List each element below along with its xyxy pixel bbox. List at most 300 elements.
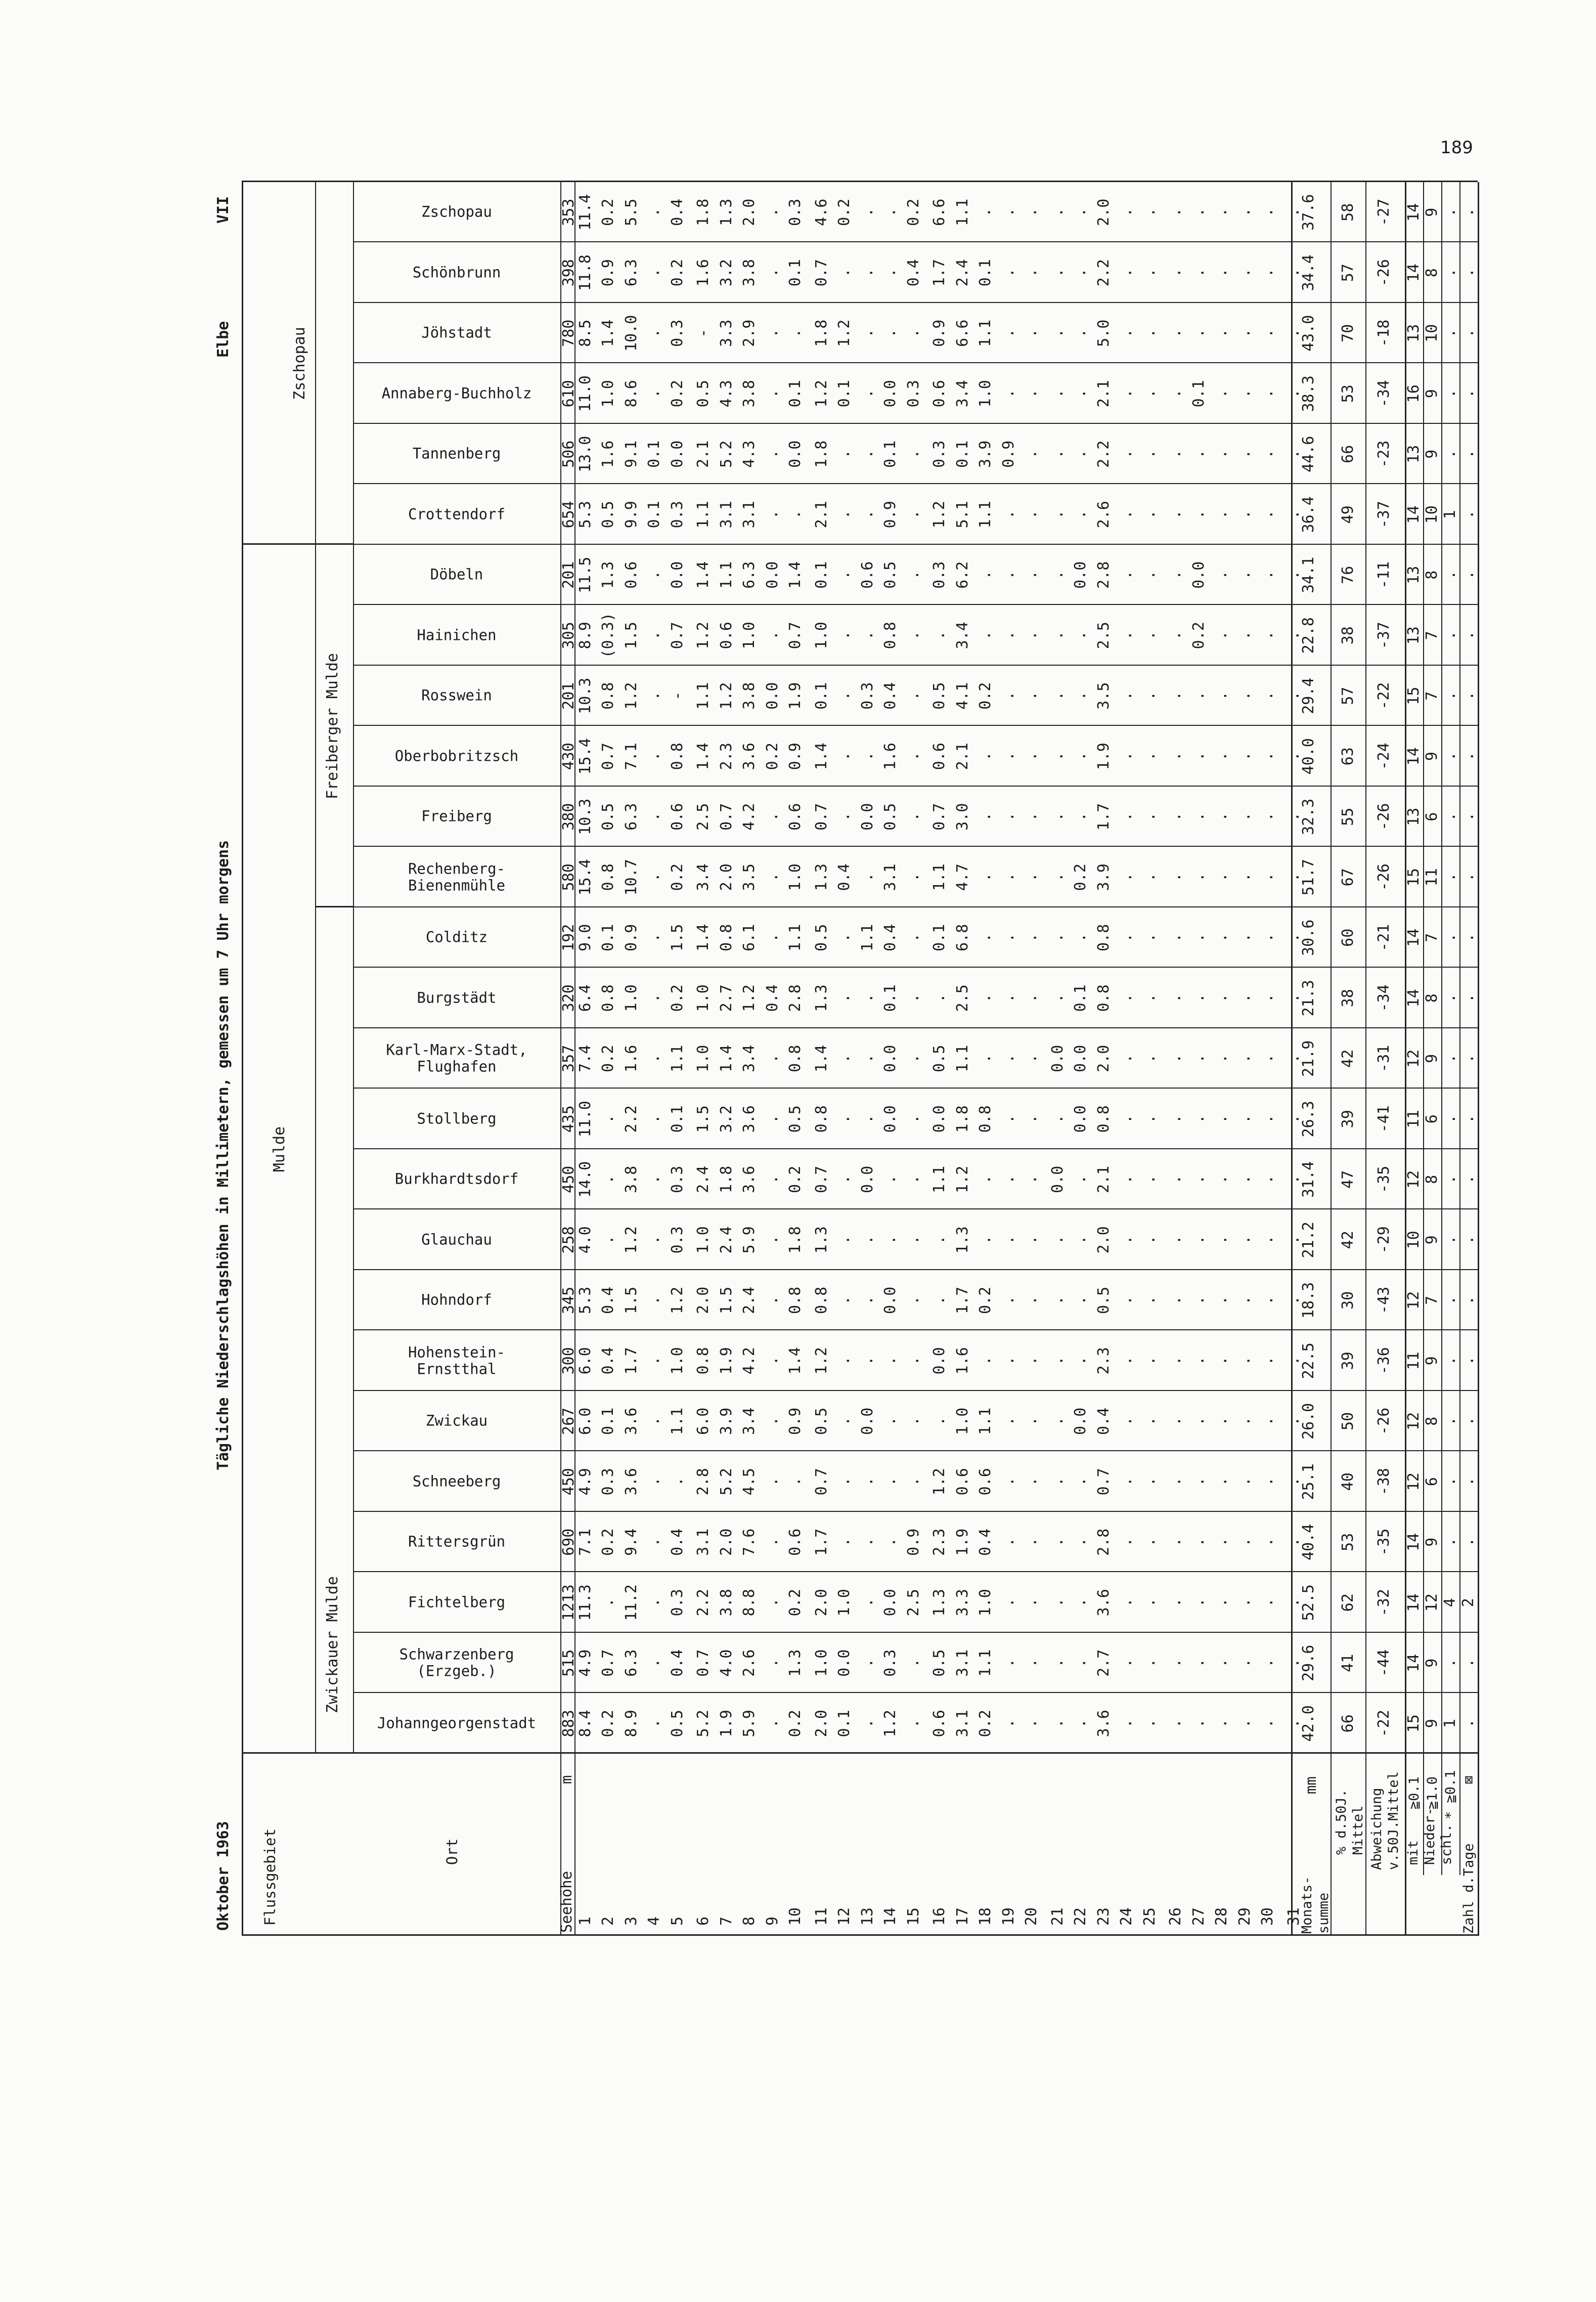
daily-value: 0.3 [858,682,876,710]
daily-value: 1.3 [812,1226,830,1254]
day-number: 11 [812,1907,830,1926]
daily-value: . [999,1477,1017,1487]
daily-value: 0.5 [1094,1286,1113,1314]
daily-value: 0.2 [599,1528,617,1556]
deviation-from-mean: -26 [1375,863,1393,891]
day-number: 15 [904,1907,922,1926]
daily-value: . [1023,1719,1041,1728]
daily-value: 2.0 [812,1589,830,1617]
daily-value: 0.5 [694,380,713,408]
daily-value: 2.1 [1094,380,1113,408]
daily-value: . [835,933,854,942]
daily-value: . [1189,1175,1208,1184]
daily-value: . [1023,328,1041,338]
daily-value: 1.5 [694,1105,713,1133]
daily-value: . [858,1356,876,1366]
daily-value: . [1140,510,1159,519]
daily-value: . [1072,207,1090,217]
station-name: Freiberg [421,808,492,826]
daily-value: . [786,328,805,338]
station-name: Döbeln [430,566,483,584]
daily-value: . [599,1598,617,1608]
daily-value: . [1189,1477,1208,1487]
group-mulde: Mulde [271,1126,288,1172]
daily-value: 2.5 [953,984,971,1012]
days-ge-0-1: 11 [1405,1352,1423,1370]
daily-value: 0.8 [881,622,900,649]
days-ge-1-0: 7 [1423,1295,1441,1305]
days-hail: . [1459,933,1477,942]
daily-value: 10.3 [577,677,594,714]
daily-value: 0.7 [717,803,735,831]
percent-of-mean: 55 [1339,807,1357,826]
daily-value: . [1213,449,1231,459]
daily-value: 7.1 [577,1528,594,1556]
daily-value: 1.9 [717,1347,735,1375]
daily-value: 0.4 [599,1347,617,1375]
day-number: 14 [881,1907,900,1926]
daily-value: . [1048,631,1067,640]
daily-value: 1.1 [930,1165,949,1193]
daily-value: . [881,1175,900,1184]
deviation-from-mean: -43 [1375,1286,1393,1314]
station-altitude: 430 [560,743,578,770]
daily-value: 3.5 [740,863,759,891]
daily-value: 1.2 [622,1226,640,1254]
daily-value: . [1235,1598,1254,1608]
days-snow: . [1441,1175,1459,1184]
daily-value: . [1284,631,1303,640]
daily-value: . [1048,1114,1067,1124]
station-name: Burgstädt [417,989,497,1007]
daily-value: 5.9 [740,1226,759,1254]
daily-value: . [977,752,995,761]
daily-value: 5.3 [577,1286,594,1314]
daily-value: . [1213,1235,1231,1245]
label-ge-0-1: ≧0.1 [1406,1776,1422,1809]
daily-value: . [1072,268,1090,278]
daily-value: 3.1 [694,1528,713,1556]
daily-value: 0.4 [904,259,922,287]
daily-value: 1.3 [717,198,735,226]
daily-value: . [858,1537,876,1547]
daily-value: 3.6 [622,1468,640,1496]
daily-value: 0.7 [668,622,686,649]
daily-value: . [1048,812,1067,821]
daily-value: . [999,389,1017,399]
daily-value: 6.3 [622,1649,640,1677]
day-number: 9 [763,1916,781,1926]
monthly-sum: 26.3 [1300,1101,1317,1138]
daily-value: . [835,1477,854,1487]
daily-value: . [881,1356,900,1366]
daily-value: . [904,449,922,459]
daily-value: . [904,1477,922,1487]
daily-value: 0.6 [668,803,686,831]
station-name: Zwickau [425,1412,488,1430]
label-ort: Ort [444,1838,461,1865]
daily-value: . [1259,1477,1277,1487]
daily-value: . [1167,933,1185,942]
daily-value: . [1189,812,1208,821]
daily-value: 1.9 [1094,743,1113,770]
daily-value: 2.8 [786,984,805,1012]
daily-value: . [904,1719,922,1728]
daily-value: . [858,268,876,278]
daily-value: . [1048,207,1067,217]
day-number: 4 [645,1916,663,1926]
station-altitude: 320 [560,984,578,1012]
monthly-sum: 44.6 [1300,436,1317,472]
daily-value: . [904,1416,922,1426]
daily-value: . [999,1114,1017,1124]
monthly-sum: 52.5 [1300,1584,1317,1621]
daily-value: . [930,1295,949,1305]
daily-value: . [1259,570,1277,580]
daily-value: . [763,1114,781,1124]
daily-value: . [1140,1658,1159,1668]
daily-value: 0.2 [1189,622,1208,649]
daily-value: . [858,1054,876,1063]
daily-value: . [1140,812,1159,821]
deviation-from-mean: -35 [1375,1528,1393,1556]
daily-value: 8.9 [622,1710,640,1738]
daily-value: . [1048,933,1067,942]
daily-value: . [1213,1356,1231,1366]
days-ge-0-1: 13 [1405,566,1423,584]
daily-value: 1.1 [694,501,713,529]
daily-value: 3.1 [953,1710,971,1738]
grid-line-h [1478,182,1479,1936]
daily-value: . [858,1477,876,1487]
deviation-from-mean: -23 [1375,440,1393,468]
daily-value: 11.8 [577,254,594,291]
daily-value: 2.0 [812,1710,830,1738]
daily-value: . [1213,510,1231,519]
daily-value: 4.0 [577,1226,594,1254]
daily-value: . [1189,1114,1208,1124]
daily-value: . [1235,207,1254,217]
daily-value: . [1259,993,1277,1003]
daily-value: . [1048,873,1067,882]
daily-value: 1.0 [812,1649,830,1677]
daily-value: . [1189,1658,1208,1668]
days-ge-1-0: 12 [1423,1593,1441,1612]
daily-value: 3.5 [1094,682,1113,710]
monthly-sum: 36.4 [1300,496,1317,533]
days-hail: . [1459,449,1477,459]
station-name: Tannenberg [412,445,501,463]
daily-value: . [1118,873,1136,882]
days-ge-1-0: 9 [1423,1054,1441,1063]
daily-value: . [977,631,995,640]
day-number: 16 [930,1907,949,1926]
daily-value: 1.9 [786,682,805,710]
daily-value: 0.2 [668,380,686,408]
monthly-sum: 31.4 [1300,1161,1317,1198]
station-altitude: 690 [560,1528,578,1556]
daily-value: . [1284,691,1303,701]
days-snow: 4 [1441,1598,1459,1608]
daily-value: . [763,1537,781,1547]
days-snow: 1 [1441,510,1459,519]
daily-value: 3.2 [717,1105,735,1133]
days-ge-0-1: 14 [1405,1654,1423,1672]
percent-of-mean: 49 [1339,505,1357,524]
daily-value: 3.3 [717,319,735,347]
grid-line-h [353,182,354,1754]
daily-value: . [1048,1537,1067,1547]
daily-value: 2.4 [953,259,971,287]
daily-value: . [1213,1598,1231,1608]
daily-value: . [1118,1537,1136,1547]
daily-value: 0.8 [812,1286,830,1314]
monthly-sum: 42.0 [1300,1705,1317,1742]
daily-value: . [999,691,1017,701]
daily-value: 0.6 [930,743,949,770]
daily-value: . [1189,873,1208,882]
daily-value: . [1118,1114,1136,1124]
daily-value: 0.1 [599,924,617,951]
daily-value: . [1284,1175,1303,1184]
days-snow: . [1441,328,1459,338]
daily-value: . [1072,1719,1090,1728]
daily-value: . [1023,1114,1041,1124]
daily-value: . [1235,993,1254,1003]
station-name: Burkhardtsdorf [394,1170,519,1188]
daily-value: . [1213,1477,1231,1487]
daily-value: . [1235,570,1254,580]
daily-value: . [1118,1175,1136,1184]
daily-value: 2.4 [694,1165,713,1193]
daily-value: 1.4 [694,561,713,589]
grid-line-h [1441,182,1442,1875]
daily-value: . [1213,631,1231,640]
daily-value: 1.0 [953,1407,971,1435]
daily-value: 0.5 [599,501,617,529]
daily-value: . [1259,1356,1277,1366]
percent-of-mean: 40 [1339,1472,1357,1491]
daily-value: 0.8 [599,863,617,891]
daily-value: . [1167,1175,1185,1184]
daily-value: 0.0 [1072,1407,1090,1435]
daily-value: 3.0 [953,803,971,831]
daily-value: 1.4 [694,924,713,951]
daily-value: 0.1 [786,380,805,408]
daily-value: 7.6 [740,1528,759,1556]
daily-value: . [1167,631,1185,640]
daily-value: 0.7 [812,259,830,287]
day-number: 22 [1072,1907,1090,1926]
deviation-from-mean: -44 [1375,1649,1393,1677]
daily-value: . [904,510,922,519]
daily-value: 0.6 [953,1468,971,1496]
daily-value: . [645,1114,663,1124]
daily-value: . [835,510,854,519]
days-ge-1-0: 9 [1423,752,1441,761]
daily-value: 2.2 [1094,259,1113,287]
daily-value: . [930,1235,949,1245]
daily-value: . [1259,1598,1277,1608]
daily-value: 10.3 [577,798,594,835]
day-number: 17 [953,1907,971,1926]
daily-value: . [999,510,1017,519]
daily-value: 0.2 [786,1589,805,1617]
daily-value: 6.0 [577,1407,594,1435]
deviation-from-mean: -31 [1375,1045,1393,1072]
daily-value: . [1189,328,1208,338]
daily-value: 1.4 [599,319,617,347]
daily-value: . [1023,1658,1041,1668]
daily-value: . [1023,1537,1041,1547]
daily-value: . [1284,933,1303,942]
daily-value: . [1259,1658,1277,1668]
daily-value: 2.2 [694,1589,713,1617]
percent-of-mean: 66 [1339,445,1357,463]
daily-value: 5.1 [953,501,971,529]
daily-value: . [1118,993,1136,1003]
monthly-sum: 22.5 [1300,1342,1317,1379]
label-ge-1-0: ≧1.0 [1425,1776,1440,1809]
daily-value: 3.9 [717,1407,735,1435]
daily-value: . [1189,1598,1208,1608]
daily-value: 10.7 [622,859,640,896]
daily-value: . [881,1235,900,1245]
monthly-sum: 18.3 [1300,1282,1317,1319]
daily-value: . [1235,1719,1254,1728]
daily-value: 3.1 [953,1649,971,1677]
daily-value: 0.5 [668,1710,686,1738]
daily-value: . [904,691,922,701]
daily-value: . [1189,1356,1208,1366]
daily-value: 3.8 [740,259,759,287]
daily-value: . [1284,510,1303,519]
days-ge-0-1: 14 [1405,1593,1423,1612]
deviation-from-mean: -34 [1375,380,1393,408]
days-ge-1-0: 8 [1423,1175,1441,1184]
daily-value: 0.3 [668,319,686,347]
percent-of-mean: 41 [1339,1654,1357,1672]
station-name: Rittersgrün [408,1533,506,1551]
monthly-sum: 51.7 [1300,859,1317,896]
station-name: Stollberg [417,1110,497,1127]
days-ge-1-0: 9 [1423,1719,1441,1728]
daily-value: 1.1 [668,1045,686,1072]
daily-value: . [1167,752,1185,761]
station-name: Jöhstadt [421,324,492,342]
daily-value: 0.3 [786,198,805,226]
daily-value: 7.1 [622,743,640,770]
daily-value: . [835,812,854,821]
daily-value: . [763,1719,781,1728]
daily-value: . [1118,1054,1136,1063]
daily-value: . [1259,389,1277,399]
daily-value: . [1072,812,1090,821]
daily-value: 6.6 [953,319,971,347]
daily-value: . [1259,510,1277,519]
daily-value: 0.9 [881,501,900,529]
daily-value: 4.3 [717,380,735,408]
daily-value: . [1284,268,1303,278]
daily-value: . [1072,1235,1090,1245]
days-hail: . [1459,570,1477,580]
day-number: 21 [1048,1907,1067,1926]
daily-value: . [786,510,805,519]
daily-value: . [1167,1054,1185,1063]
daily-value: . [763,1175,781,1184]
daily-value: 3.1 [717,501,735,529]
station-altitude: 506 [560,440,578,468]
daily-value: . [1072,328,1090,338]
daily-value: 0.1 [599,1407,617,1435]
daily-value: . [1189,1719,1208,1728]
station-name: Colditz [425,929,488,946]
daily-value: 0.9 [904,1528,922,1556]
days-ge-0-1: 12 [1405,1412,1423,1430]
daily-value: 15.4 [577,738,594,775]
days-ge-0-1: 15 [1405,686,1423,705]
daily-value: . [1189,268,1208,278]
daily-value: 2.0 [1094,1045,1113,1072]
group-zschopau: Zschopau [291,327,308,400]
daily-value: . [1213,1114,1231,1124]
daily-value: . [1023,1477,1041,1487]
daily-value: 2.8 [1094,561,1113,589]
daily-value: 0.5 [881,561,900,589]
daily-value: 0.1 [812,561,830,589]
daily-value: 0.0 [881,1286,900,1314]
days-snow: . [1441,1356,1459,1366]
daily-value: 0.4 [668,1528,686,1556]
daily-value: . [1213,328,1231,338]
daily-value: 7.4 [577,1045,594,1072]
daily-value: . [977,993,995,1003]
daily-value: 2.1 [694,440,713,468]
daily-value: . [999,1416,1017,1426]
daily-value: . [599,1235,617,1245]
daily-value: 0.9 [622,924,640,951]
daily-value: . [1023,993,1041,1003]
station-altitude: 258 [560,1226,578,1254]
days-hail: . [1459,1175,1477,1184]
day-number: 20 [1023,1907,1041,1926]
daily-value: 1.0 [599,380,617,408]
days-ge-0-1: 12 [1405,1472,1423,1491]
daily-value: . [763,207,781,217]
daily-value: 2.0 [694,1286,713,1314]
monthly-sum: 30.6 [1300,919,1317,956]
daily-value: . [977,1054,995,1063]
daily-value: 1.2 [740,984,759,1012]
daily-value: 0.5 [930,1045,949,1072]
daily-value: . [1235,691,1254,701]
daily-value: - [694,328,713,338]
daily-value: 5.0 [1094,319,1113,347]
daily-value: . [1167,691,1185,701]
daily-value: 15.4 [577,859,594,896]
daily-value: 0.1 [930,924,949,951]
daily-value: 0.6 [858,561,876,589]
daily-value: . [1284,389,1303,399]
daily-value: . [645,570,663,580]
daily-value: 1.0 [786,863,805,891]
daily-value: . [1048,389,1067,399]
daily-value: 3.9 [977,440,995,468]
daily-value: 3.9 [1094,863,1113,891]
daily-value: 0.0 [858,1407,876,1435]
daily-value: . [1140,873,1159,882]
daily-value: 1.7 [953,1286,971,1314]
